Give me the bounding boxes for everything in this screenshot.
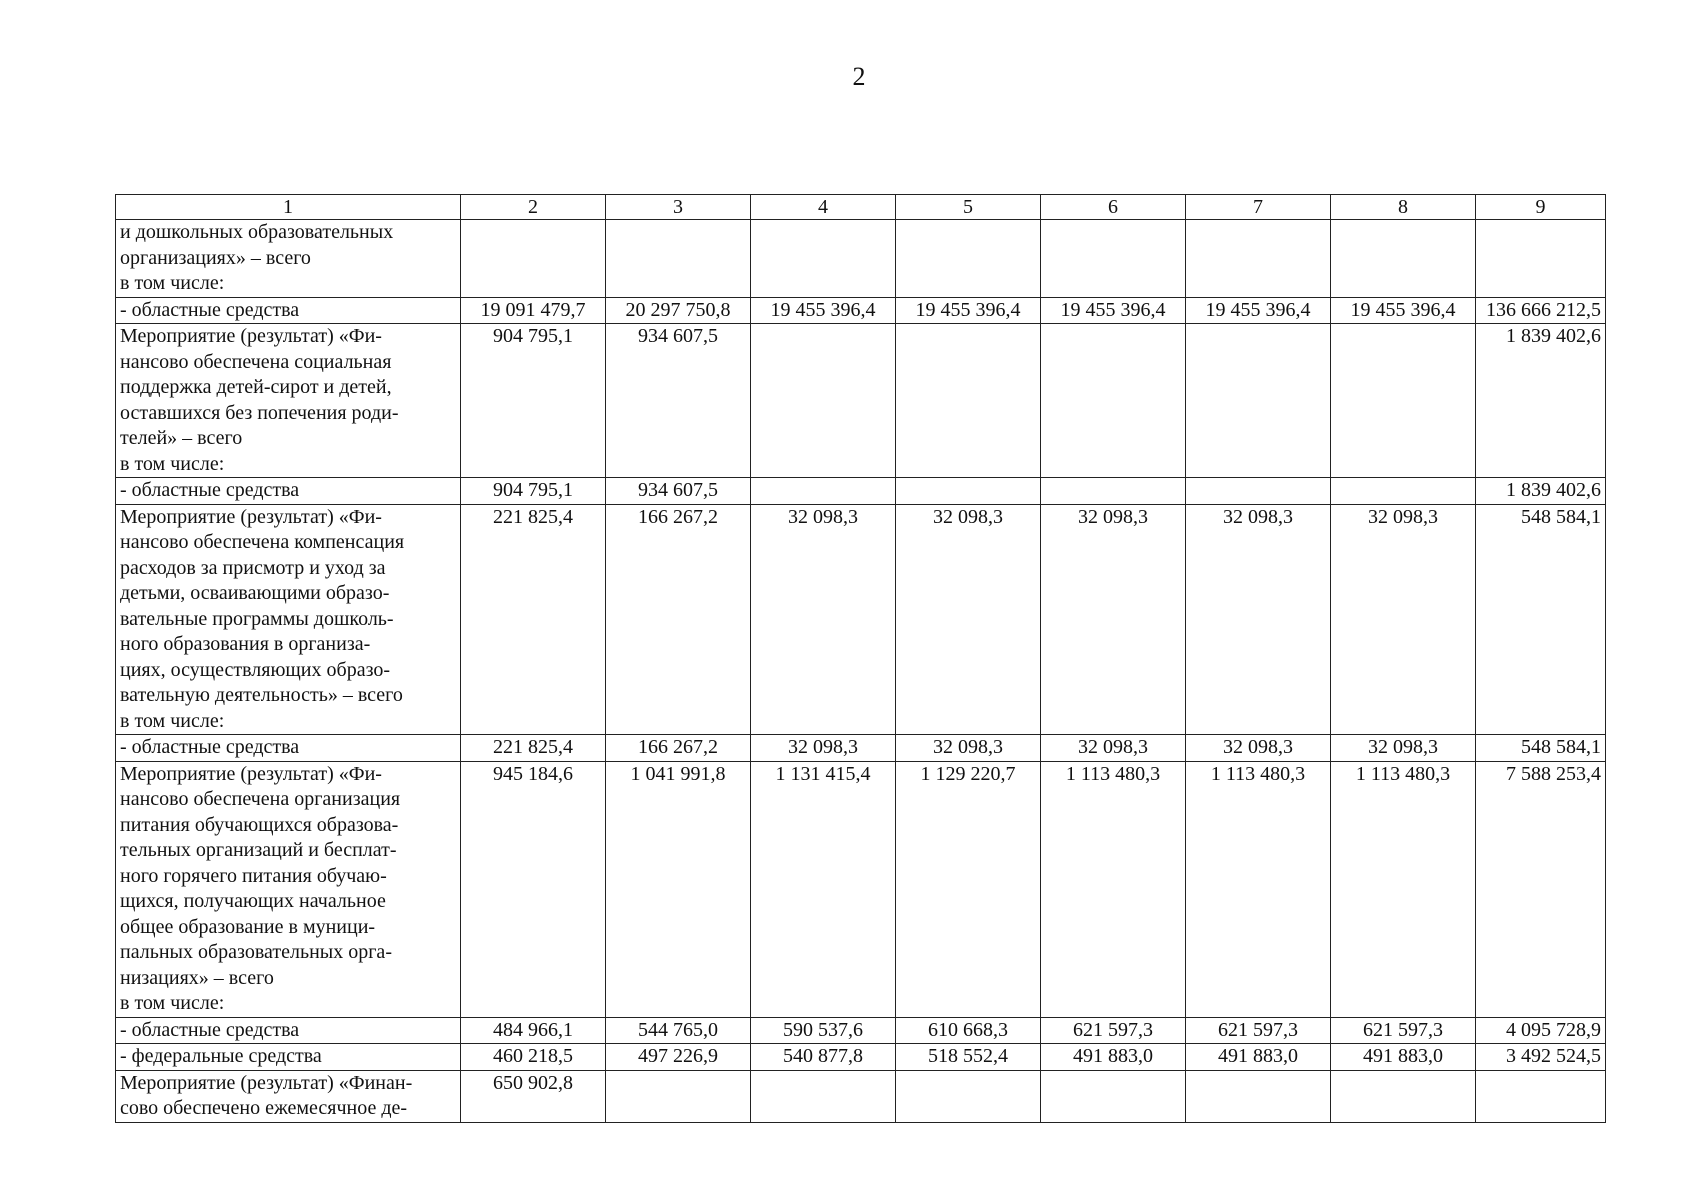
value-cell xyxy=(1186,1070,1331,1122)
value-cell: 904 795,1 xyxy=(461,324,606,478)
value-cell: 621 597,3 xyxy=(1186,1017,1331,1044)
value-cell: 221 825,4 xyxy=(461,504,606,735)
value-cell: 19 455 396,4 xyxy=(751,297,896,324)
value-cell xyxy=(1041,324,1186,478)
column-header: 3 xyxy=(606,195,751,220)
value-cell xyxy=(751,1070,896,1122)
value-cell: 621 597,3 xyxy=(1041,1017,1186,1044)
value-cell: 136 666 212,5 xyxy=(1476,297,1606,324)
row-label: Мероприятие (результат) «Фи- нансово обеспечена организация питания обучающихся образова- тельных организаций и бесплат- ного горячего питания обучаю- щихся, получающих начальное общее образование в муници- пальных образовательных орга- низациях» – всего в том числе: xyxy=(116,761,461,1017)
value-cell xyxy=(461,220,606,298)
value-cell: 19 091 479,7 xyxy=(461,297,606,324)
value-cell xyxy=(1186,220,1331,298)
value-cell xyxy=(1186,478,1331,505)
column-header: 6 xyxy=(1041,195,1186,220)
value-cell: 19 455 396,4 xyxy=(896,297,1041,324)
value-cell xyxy=(1041,1070,1186,1122)
value-cell xyxy=(751,324,896,478)
value-cell: 32 098,3 xyxy=(1331,735,1476,762)
value-cell: 650 902,8 xyxy=(461,1070,606,1122)
value-cell: 166 267,2 xyxy=(606,735,751,762)
value-cell: 32 098,3 xyxy=(896,504,1041,735)
value-cell: 548 584,1 xyxy=(1476,735,1606,762)
value-cell: 934 607,5 xyxy=(606,324,751,478)
value-cell: 621 597,3 xyxy=(1331,1017,1476,1044)
value-cell: 1 839 402,6 xyxy=(1476,478,1606,505)
table-row xyxy=(116,324,1606,478)
table-row xyxy=(116,220,1606,298)
value-cell xyxy=(1331,220,1476,298)
value-cell: 19 455 396,4 xyxy=(1331,297,1476,324)
page-number: 2 xyxy=(852,62,866,91)
value-cell xyxy=(751,220,896,298)
budget-table xyxy=(115,194,1606,1123)
row-label: Мероприятие (результат) «Финан- сово обеспечено ежемесячное де- xyxy=(116,1070,461,1122)
value-cell xyxy=(1041,220,1186,298)
value-cell xyxy=(1041,478,1186,505)
value-cell: 1 113 480,3 xyxy=(1186,761,1331,1017)
value-cell: 497 226,9 xyxy=(606,1044,751,1071)
column-header: 9 xyxy=(1476,195,1606,220)
row-label: - федеральные средства xyxy=(116,1044,461,1071)
value-cell: 32 098,3 xyxy=(751,504,896,735)
row-label: Мероприятие (результат) «Фи- нансово обеспечена компенсация расходов за присмотр и уход за детьми, осваивающими образо- вательные программы дошколь- ного образования в организа- циях, осуществляющих образо- вательную деятельность» – всего в том числе: xyxy=(116,504,461,735)
value-cell: 4 095 728,9 xyxy=(1476,1017,1606,1044)
table-row xyxy=(116,761,1606,1017)
value-cell: 32 098,3 xyxy=(1041,504,1186,735)
row-label: - областные средства xyxy=(116,1017,461,1044)
row-label: - областные средства xyxy=(116,297,461,324)
value-cell xyxy=(751,478,896,505)
value-cell: 610 668,3 xyxy=(896,1017,1041,1044)
value-cell xyxy=(1331,1070,1476,1122)
value-cell: 32 098,3 xyxy=(751,735,896,762)
value-cell: 20 297 750,8 xyxy=(606,297,751,324)
value-cell: 32 098,3 xyxy=(1041,735,1186,762)
value-cell xyxy=(1476,220,1606,298)
value-cell: 934 607,5 xyxy=(606,478,751,505)
value-cell: 904 795,1 xyxy=(461,478,606,505)
column-header: 7 xyxy=(1186,195,1331,220)
value-cell: 221 825,4 xyxy=(461,735,606,762)
value-cell: 518 552,4 xyxy=(896,1044,1041,1071)
value-cell: 32 098,3 xyxy=(1186,735,1331,762)
value-cell: 548 584,1 xyxy=(1476,504,1606,735)
value-cell xyxy=(1476,1070,1606,1122)
value-cell xyxy=(1331,324,1476,478)
value-cell xyxy=(1186,324,1331,478)
value-cell: 491 883,0 xyxy=(1186,1044,1331,1071)
value-cell xyxy=(896,220,1041,298)
value-cell xyxy=(896,1070,1041,1122)
table-header-row xyxy=(116,195,1606,220)
value-cell: 1 113 480,3 xyxy=(1331,761,1476,1017)
row-label: и дошкольных образовательных организациях» – всего в том числе: xyxy=(116,220,461,298)
value-cell: 3 492 524,5 xyxy=(1476,1044,1606,1071)
value-cell xyxy=(606,1070,751,1122)
value-cell: 166 267,2 xyxy=(606,504,751,735)
column-header: 2 xyxy=(461,195,606,220)
table-row xyxy=(116,1017,1606,1044)
column-header: 4 xyxy=(751,195,896,220)
value-cell: 7 588 253,4 xyxy=(1476,761,1606,1017)
value-cell: 540 877,8 xyxy=(751,1044,896,1071)
value-cell: 1 131 415,4 xyxy=(751,761,896,1017)
value-cell: 590 537,6 xyxy=(751,1017,896,1044)
value-cell: 1 041 991,8 xyxy=(606,761,751,1017)
row-label: - областные средства xyxy=(116,735,461,762)
row-label: - областные средства xyxy=(116,478,461,505)
value-cell: 19 455 396,4 xyxy=(1186,297,1331,324)
value-cell: 544 765,0 xyxy=(606,1017,751,1044)
value-cell: 32 098,3 xyxy=(1331,504,1476,735)
table-row xyxy=(116,735,1606,762)
value-cell: 491 883,0 xyxy=(1331,1044,1476,1071)
table-row xyxy=(116,504,1606,735)
value-cell xyxy=(606,220,751,298)
value-cell: 484 966,1 xyxy=(461,1017,606,1044)
value-cell xyxy=(1331,478,1476,505)
value-cell xyxy=(896,478,1041,505)
row-label: Мероприятие (результат) «Фи- нансово обеспечена социальная поддержка детей-сирот и детей, оставшихся без попечения роди- телей» – всего в том числе: xyxy=(116,324,461,478)
table-row xyxy=(116,1070,1606,1122)
value-cell: 32 098,3 xyxy=(896,735,1041,762)
value-cell: 1 129 220,7 xyxy=(896,761,1041,1017)
table-row xyxy=(116,1044,1606,1071)
column-header: 5 xyxy=(896,195,1041,220)
value-cell: 32 098,3 xyxy=(1186,504,1331,735)
table-row xyxy=(116,297,1606,324)
value-cell: 1 113 480,3 xyxy=(1041,761,1186,1017)
value-cell: 19 455 396,4 xyxy=(1041,297,1186,324)
value-cell: 491 883,0 xyxy=(1041,1044,1186,1071)
value-cell: 945 184,6 xyxy=(461,761,606,1017)
column-header: 8 xyxy=(1331,195,1476,220)
value-cell: 1 839 402,6 xyxy=(1476,324,1606,478)
value-cell xyxy=(896,324,1041,478)
column-header: 1 xyxy=(116,195,461,220)
table-row xyxy=(116,478,1606,505)
value-cell: 460 218,5 xyxy=(461,1044,606,1071)
